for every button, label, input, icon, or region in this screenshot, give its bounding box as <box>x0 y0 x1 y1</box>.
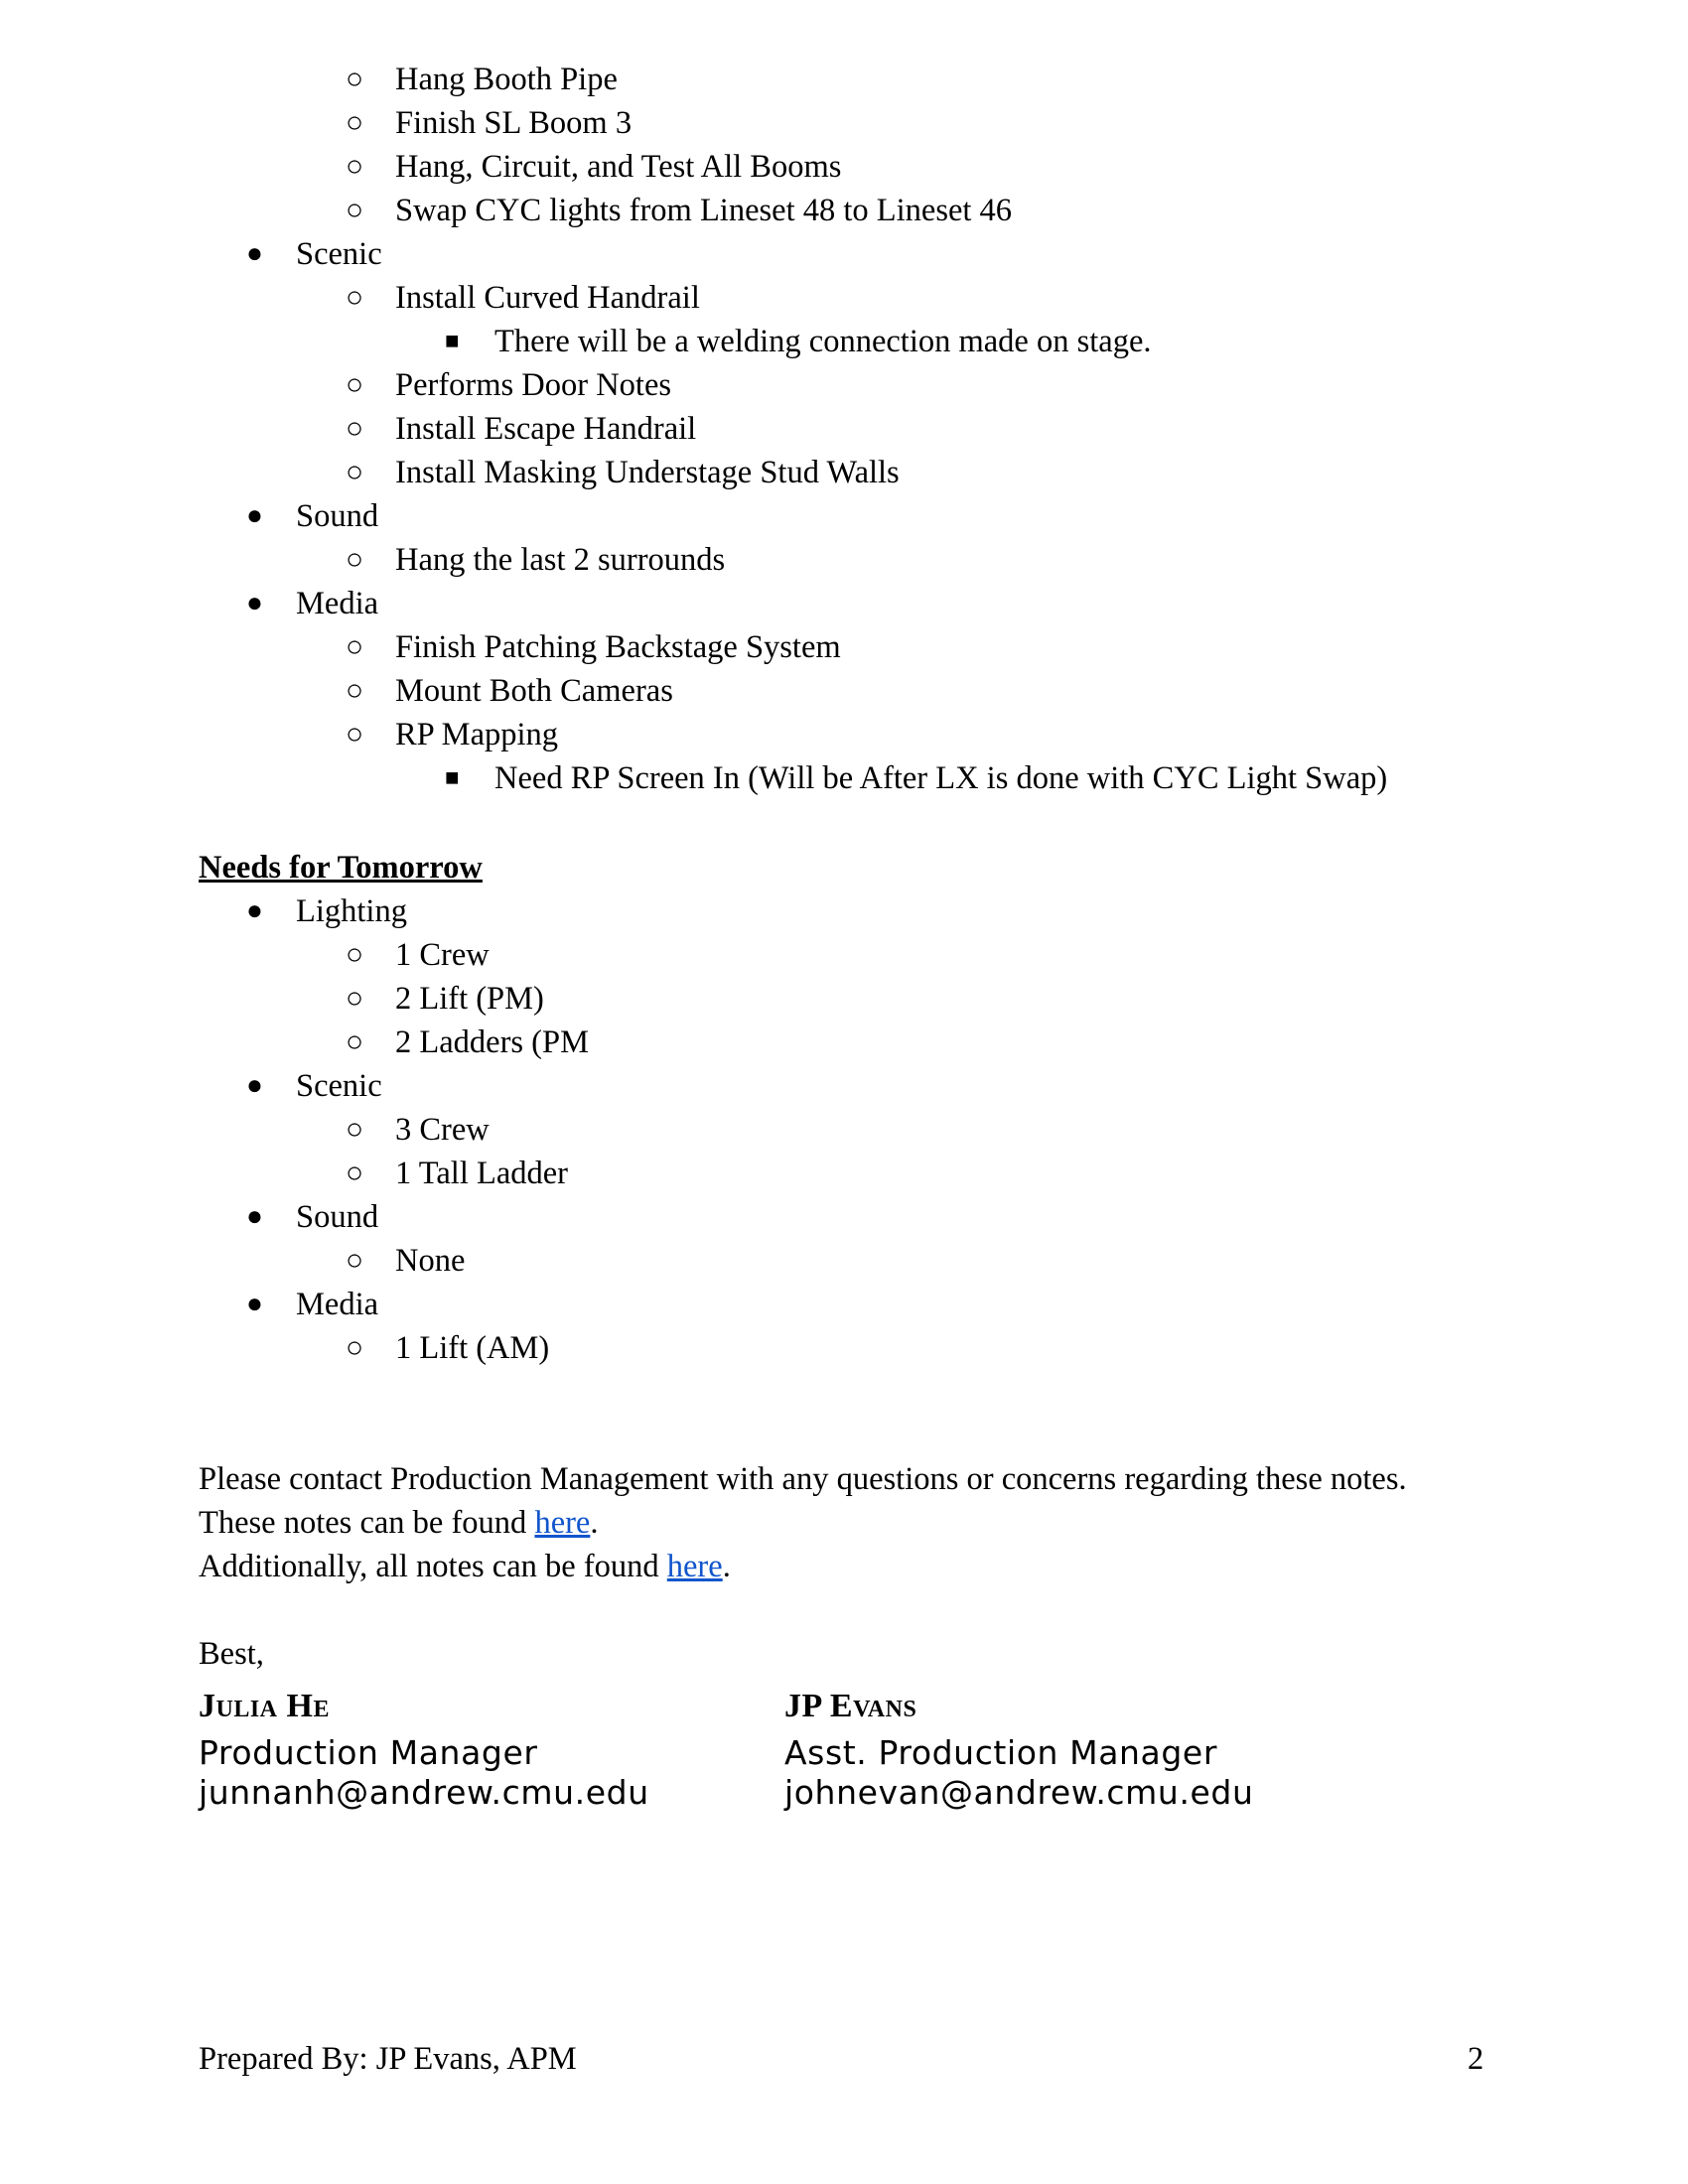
list-item-text: Scenic <box>296 236 382 272</box>
signature-name: Julia He <box>199 1688 330 1724</box>
list-item-text: Install Curved Handrail <box>395 280 700 316</box>
hollow-bullet-icon: ○ <box>346 106 364 139</box>
hollow-bullet-icon: ○ <box>346 982 364 1015</box>
signature-email: junnanh@andrew.cmu.edu <box>199 1773 649 1812</box>
signature-email: johnevan@andrew.cmu.edu <box>784 1773 1254 1812</box>
hollow-bullet-icon: ○ <box>346 1113 364 1146</box>
list-item-text: 2 Lift (PM) <box>395 981 544 1017</box>
hollow-bullet-icon: ○ <box>346 1244 364 1277</box>
filled-bullet-icon: ● <box>246 500 263 531</box>
section-heading-needs: Needs for Tomorrow <box>199 850 483 886</box>
signature-title: Asst. Production Manager <box>784 1733 1217 1772</box>
list-item-text: None <box>395 1243 466 1279</box>
signature-title: Production Manager <box>199 1733 538 1772</box>
list-item-text: Sound <box>296 498 379 534</box>
page-number: 2 <box>1468 2041 1484 2077</box>
list-item-text: There will be a welding connection made on stage. <box>494 324 1152 359</box>
list-item-text: Media <box>296 1287 379 1322</box>
signoff: Best, <box>199 1636 264 1672</box>
all-notes-here-link[interactable]: here <box>666 1549 723 1584</box>
hollow-bullet-icon: ○ <box>346 456 364 488</box>
notes-link-suffix: . <box>590 1505 599 1541</box>
list-item-text: 1 Lift (AM) <box>395 1330 550 1366</box>
list-item-text: Scenic <box>296 1068 382 1104</box>
notes-link-line <box>199 1501 599 1545</box>
list-item-text: 3 Crew <box>395 1112 490 1148</box>
filled-bullet-icon: ● <box>246 588 263 618</box>
list-item-text: Need RP Screen In (Will be After LX is done with CYC Light Swap) <box>494 760 1388 796</box>
hollow-bullet-icon: ○ <box>346 718 364 751</box>
list-item-text: Media <box>296 586 379 621</box>
all-notes-link-line <box>199 1545 731 1588</box>
hollow-bullet-icon: ○ <box>346 281 364 314</box>
notes-link-prefix: These notes can be found <box>199 1505 535 1541</box>
hollow-bullet-icon: ○ <box>346 194 364 226</box>
list-item-text: Swap CYC lights from Lineset 48 to Lineset 46 <box>395 193 1013 228</box>
filled-bullet-icon: ● <box>246 1289 263 1319</box>
hollow-bullet-icon: ○ <box>346 150 364 183</box>
list-item-text: Mount Both Cameras <box>395 673 673 709</box>
hollow-bullet-icon: ○ <box>346 1331 364 1364</box>
hollow-bullet-icon: ○ <box>346 63 364 95</box>
list-item-text: RP Mapping <box>395 717 559 752</box>
list-item-text: Lighting <box>296 893 407 929</box>
hollow-bullet-icon: ○ <box>346 630 364 663</box>
hollow-bullet-icon: ○ <box>346 543 364 576</box>
list-item-text: Finish Patching Backstage System <box>395 629 841 665</box>
list-item-text: Hang Booth Pipe <box>395 62 618 97</box>
hollow-bullet-icon: ○ <box>346 368 364 401</box>
all-notes-suffix: . <box>722 1549 731 1584</box>
list-item-text: Install Masking Understage Stud Walls <box>395 455 900 490</box>
list-item-text: Hang the last 2 surrounds <box>395 542 726 578</box>
filled-bullet-icon: ● <box>246 1201 263 1232</box>
filled-bullet-icon: ● <box>246 895 263 926</box>
hollow-bullet-icon: ○ <box>346 1025 364 1058</box>
hollow-bullet-icon: ○ <box>346 938 364 971</box>
list-item-text: 1 Tall Ladder <box>395 1156 569 1191</box>
hollow-bullet-icon: ○ <box>346 412 364 445</box>
list-item-text: Hang, Circuit, and Test All Booms <box>395 149 842 185</box>
hollow-bullet-icon: ○ <box>346 1157 364 1189</box>
square-bullet-icon: ■ <box>445 765 460 791</box>
list-item-text: 2 Ladders (PM <box>395 1024 589 1060</box>
all-notes-prefix: Additionally, all notes can be found <box>199 1549 667 1584</box>
square-bullet-icon: ■ <box>445 329 460 354</box>
list-item-text: Sound <box>296 1199 379 1235</box>
footer-prepared-by: Prepared By: JP Evans, APM <box>199 2041 577 2077</box>
filled-bullet-icon: ● <box>246 238 263 269</box>
hollow-bullet-icon: ○ <box>346 674 364 707</box>
contact-paragraph: Please contact Production Management with any questions or concerns regarding these notes. <box>199 1461 1407 1497</box>
notes-here-link[interactable]: here <box>534 1505 591 1541</box>
list-item-text: Install Escape Handrail <box>395 411 697 447</box>
list-item-text: Performs Door Notes <box>395 367 672 403</box>
signature-name: JP Evans <box>784 1688 917 1724</box>
filled-bullet-icon: ● <box>246 1070 263 1101</box>
list-item-text: 1 Crew <box>395 937 490 973</box>
list-item-text: Finish SL Boom 3 <box>395 105 633 141</box>
